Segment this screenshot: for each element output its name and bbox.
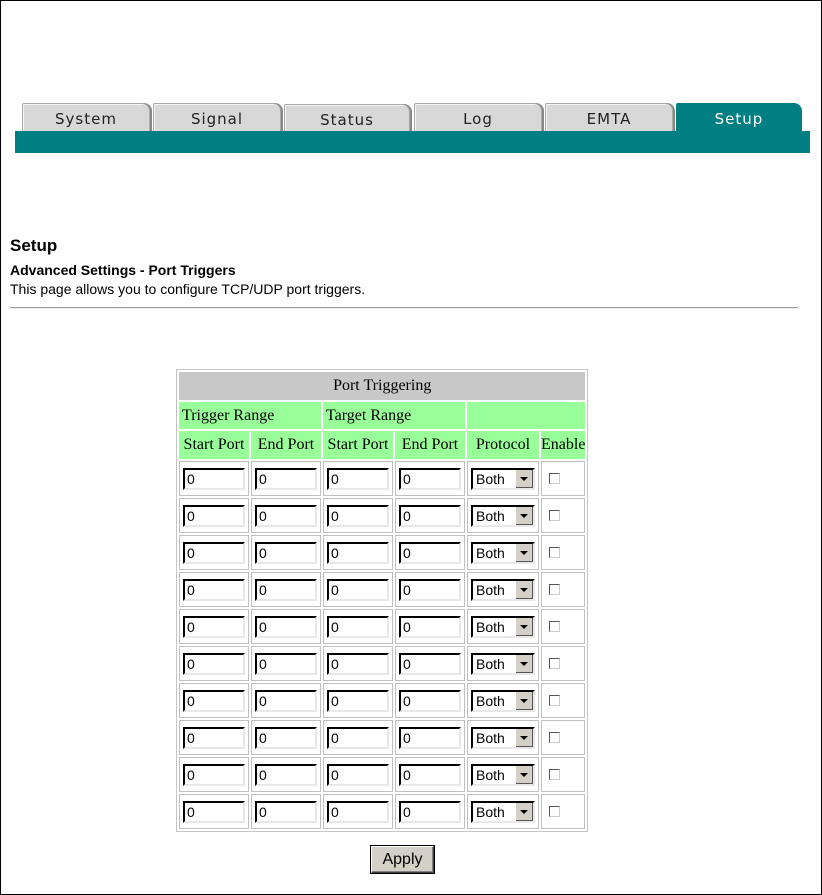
table-cell bbox=[323, 572, 393, 607]
tab-emta[interactable] bbox=[545, 103, 673, 131]
table-cell bbox=[323, 757, 393, 792]
trigger-start-port-input[interactable] bbox=[183, 690, 245, 712]
enable-checkbox[interactable] bbox=[549, 695, 560, 706]
tab-system[interactable] bbox=[22, 103, 150, 131]
target-end-port-input[interactable] bbox=[399, 801, 461, 823]
trigger-start-port-input[interactable] bbox=[183, 801, 245, 823]
protocol-value: Both bbox=[476, 618, 505, 635]
protocol-select[interactable] bbox=[471, 690, 535, 712]
table-cell bbox=[541, 683, 585, 718]
protocol-select[interactable] bbox=[471, 764, 535, 786]
table-cell bbox=[251, 757, 321, 792]
chevron-down-icon[interactable] bbox=[515, 655, 533, 673]
table-cell bbox=[541, 535, 585, 570]
table-cell bbox=[251, 646, 321, 681]
protocol-value: Both bbox=[476, 507, 505, 524]
table-cell bbox=[395, 757, 465, 792]
trigger-end-port-input[interactable] bbox=[255, 616, 317, 638]
table-cell bbox=[323, 646, 393, 681]
target-end-port-input[interactable] bbox=[399, 653, 461, 675]
table-row bbox=[179, 609, 585, 644]
table-cell bbox=[395, 683, 465, 718]
tab-emta-label: EMTA bbox=[586, 110, 632, 128]
protocol-select[interactable] bbox=[471, 616, 535, 638]
trigger-end-port-input[interactable] bbox=[255, 468, 317, 490]
table-cell bbox=[467, 720, 539, 755]
table-cell bbox=[251, 498, 321, 533]
target-start-port-input[interactable] bbox=[327, 505, 389, 527]
chevron-down-icon[interactable] bbox=[515, 692, 533, 710]
target-end-port-input[interactable] bbox=[399, 690, 461, 712]
table-cell bbox=[395, 535, 465, 570]
protocol-value: Both bbox=[476, 544, 505, 561]
enable-checkbox[interactable] bbox=[549, 658, 560, 669]
table-cell bbox=[323, 535, 393, 570]
target-start-port-input[interactable] bbox=[327, 764, 389, 786]
protocol-select[interactable] bbox=[471, 727, 535, 749]
tab-bar bbox=[15, 131, 810, 153]
tab-setup[interactable] bbox=[676, 103, 802, 131]
table-cell bbox=[467, 461, 539, 496]
table-cell bbox=[395, 609, 465, 644]
enable-checkbox[interactable] bbox=[549, 806, 560, 817]
col-enable: Enable bbox=[541, 431, 585, 459]
col-trigger-start-port: Start Port bbox=[179, 431, 249, 459]
target-start-port-input[interactable] bbox=[327, 690, 389, 712]
protocol-select[interactable] bbox=[471, 653, 535, 675]
table-cell bbox=[179, 498, 249, 533]
trigger-end-port-input[interactable] bbox=[255, 690, 317, 712]
table-row bbox=[179, 720, 585, 755]
trigger-end-port-input[interactable] bbox=[255, 505, 317, 527]
tab-system-label: System bbox=[55, 110, 117, 128]
trigger-start-port-input[interactable] bbox=[183, 579, 245, 601]
table-cell bbox=[251, 720, 321, 755]
chevron-down-icon[interactable] bbox=[515, 766, 533, 784]
trigger-end-port-input[interactable] bbox=[255, 727, 317, 749]
table-row bbox=[179, 794, 585, 829]
trigger-start-port-input[interactable] bbox=[183, 468, 245, 490]
enable-checkbox[interactable] bbox=[549, 510, 560, 521]
table-cell bbox=[541, 461, 585, 496]
page-title: Setup bbox=[10, 236, 58, 255]
table-cell bbox=[323, 683, 393, 718]
chevron-down-icon[interactable] bbox=[515, 470, 533, 488]
table-cell bbox=[251, 535, 321, 570]
protocol-select[interactable] bbox=[471, 505, 535, 527]
trigger-end-port-input[interactable] bbox=[255, 542, 317, 564]
table-cell bbox=[467, 646, 539, 681]
table-cell bbox=[395, 646, 465, 681]
tab-status-label: Status bbox=[320, 111, 374, 129]
table-cell bbox=[179, 646, 249, 681]
table-cell bbox=[179, 794, 249, 829]
protocol-select[interactable] bbox=[471, 468, 535, 490]
table-cell bbox=[251, 609, 321, 644]
table-cell bbox=[541, 498, 585, 533]
page-description: This page allows you to configure TCP/UDP port triggers. bbox=[10, 281, 366, 297]
chevron-down-icon[interactable] bbox=[515, 729, 533, 747]
table-cell bbox=[251, 683, 321, 718]
trigger-start-port-input[interactable] bbox=[183, 653, 245, 675]
table-cell bbox=[323, 498, 393, 533]
col-target-start-port: Start Port bbox=[323, 431, 393, 459]
table-cell bbox=[179, 683, 249, 718]
target-start-port-input[interactable] bbox=[327, 801, 389, 823]
trigger-end-port-input[interactable] bbox=[255, 801, 317, 823]
table-cell bbox=[323, 720, 393, 755]
protocol-value: Both bbox=[476, 470, 505, 487]
col-target-end-port: End Port bbox=[395, 431, 465, 459]
table-row bbox=[179, 498, 585, 533]
table-row bbox=[179, 572, 585, 607]
table-row bbox=[179, 683, 585, 718]
table-cell bbox=[467, 535, 539, 570]
table-row bbox=[179, 646, 585, 681]
apply-button[interactable]: Apply bbox=[371, 846, 434, 873]
target-range-header: Target Range bbox=[323, 402, 465, 429]
protocol-select[interactable] bbox=[471, 579, 535, 601]
target-start-port-input[interactable] bbox=[327, 616, 389, 638]
tab-signal-label: Signal bbox=[190, 110, 244, 128]
column-header-row bbox=[179, 431, 585, 459]
trigger-start-port-input[interactable] bbox=[183, 542, 245, 564]
trigger-end-port-input[interactable] bbox=[255, 764, 317, 786]
table-cell bbox=[541, 794, 585, 829]
table-cell bbox=[179, 720, 249, 755]
tab-setup-label: Setup bbox=[714, 110, 764, 128]
table-cell bbox=[541, 646, 585, 681]
trigger-start-port-input[interactable] bbox=[183, 616, 245, 638]
protocol-select[interactable] bbox=[471, 801, 535, 823]
protocol-value: Both bbox=[476, 803, 505, 820]
tab-status[interactable] bbox=[284, 104, 410, 132]
table-row bbox=[179, 461, 585, 496]
enable-checkbox[interactable] bbox=[549, 584, 560, 595]
enable-checkbox[interactable] bbox=[549, 621, 560, 632]
chevron-down-icon[interactable] bbox=[515, 507, 533, 525]
table-cell bbox=[323, 461, 393, 496]
table-cell bbox=[323, 609, 393, 644]
target-end-port-input[interactable] bbox=[399, 764, 461, 786]
enable-checkbox[interactable] bbox=[549, 547, 560, 558]
col-trigger-end-port: End Port bbox=[251, 431, 321, 459]
target-end-port-input[interactable] bbox=[399, 579, 461, 601]
target-start-port-input[interactable] bbox=[327, 468, 389, 490]
table-cell bbox=[179, 461, 249, 496]
table-cell bbox=[541, 609, 585, 644]
table-cell bbox=[395, 572, 465, 607]
protocol-value: Both bbox=[476, 655, 505, 672]
trigger-start-port-input[interactable] bbox=[183, 727, 245, 749]
blank-group-header bbox=[467, 402, 585, 429]
protocol-value: Both bbox=[476, 729, 505, 746]
chevron-down-icon[interactable] bbox=[515, 803, 533, 821]
table-cell bbox=[467, 609, 539, 644]
table-cell bbox=[251, 794, 321, 829]
tab-log-label: Log bbox=[463, 110, 493, 128]
chevron-down-icon[interactable] bbox=[515, 581, 533, 599]
trigger-range-header: Trigger Range bbox=[179, 402, 321, 429]
tab-signal[interactable] bbox=[153, 103, 281, 131]
table-cell bbox=[179, 609, 249, 644]
enable-checkbox[interactable] bbox=[549, 769, 560, 780]
target-start-port-input[interactable] bbox=[327, 727, 389, 749]
trigger-start-port-input[interactable] bbox=[183, 764, 245, 786]
table-row bbox=[179, 535, 585, 570]
table-title-row bbox=[179, 372, 585, 400]
table-row bbox=[179, 757, 585, 792]
table-cell bbox=[395, 794, 465, 829]
divider bbox=[10, 307, 798, 309]
table-cell bbox=[251, 461, 321, 496]
table-cell bbox=[467, 498, 539, 533]
col-protocol: Protocol bbox=[467, 431, 539, 459]
table-cell bbox=[179, 535, 249, 570]
table-cell bbox=[323, 794, 393, 829]
enable-checkbox[interactable] bbox=[549, 732, 560, 743]
protocol-value: Both bbox=[476, 581, 505, 598]
chevron-down-icon[interactable] bbox=[515, 544, 533, 562]
table-cell bbox=[467, 683, 539, 718]
port-triggering-table bbox=[176, 369, 588, 832]
table-cell bbox=[541, 720, 585, 755]
tab-log[interactable] bbox=[414, 103, 542, 131]
target-end-port-input[interactable] bbox=[399, 727, 461, 749]
page-subtitle: Advanced Settings - Port Triggers bbox=[10, 262, 236, 278]
table-cell bbox=[541, 572, 585, 607]
table-cell bbox=[179, 757, 249, 792]
target-end-port-input[interactable] bbox=[399, 542, 461, 564]
table-cell bbox=[179, 572, 249, 607]
table-title: Port Triggering bbox=[179, 372, 585, 400]
protocol-value: Both bbox=[476, 692, 505, 709]
protocol-value: Both bbox=[476, 766, 505, 783]
enable-checkbox[interactable] bbox=[549, 473, 560, 484]
trigger-end-port-input[interactable] bbox=[255, 579, 317, 601]
table-cell bbox=[395, 461, 465, 496]
target-end-port-input[interactable] bbox=[399, 505, 461, 527]
target-start-port-input[interactable] bbox=[327, 579, 389, 601]
table-cell bbox=[467, 572, 539, 607]
table-cell bbox=[467, 794, 539, 829]
target-end-port-input[interactable] bbox=[399, 468, 461, 490]
protocol-select[interactable] bbox=[471, 542, 535, 564]
group-header-row bbox=[179, 402, 585, 429]
table-cell bbox=[251, 572, 321, 607]
table-cell bbox=[541, 757, 585, 792]
table-cell bbox=[395, 498, 465, 533]
table-cell bbox=[395, 720, 465, 755]
trigger-start-port-input[interactable] bbox=[183, 505, 245, 527]
target-end-port-input[interactable] bbox=[399, 616, 461, 638]
target-start-port-input[interactable] bbox=[327, 542, 389, 564]
target-start-port-input[interactable] bbox=[327, 653, 389, 675]
chevron-down-icon[interactable] bbox=[515, 618, 533, 636]
table-cell bbox=[467, 757, 539, 792]
trigger-end-port-input[interactable] bbox=[255, 653, 317, 675]
